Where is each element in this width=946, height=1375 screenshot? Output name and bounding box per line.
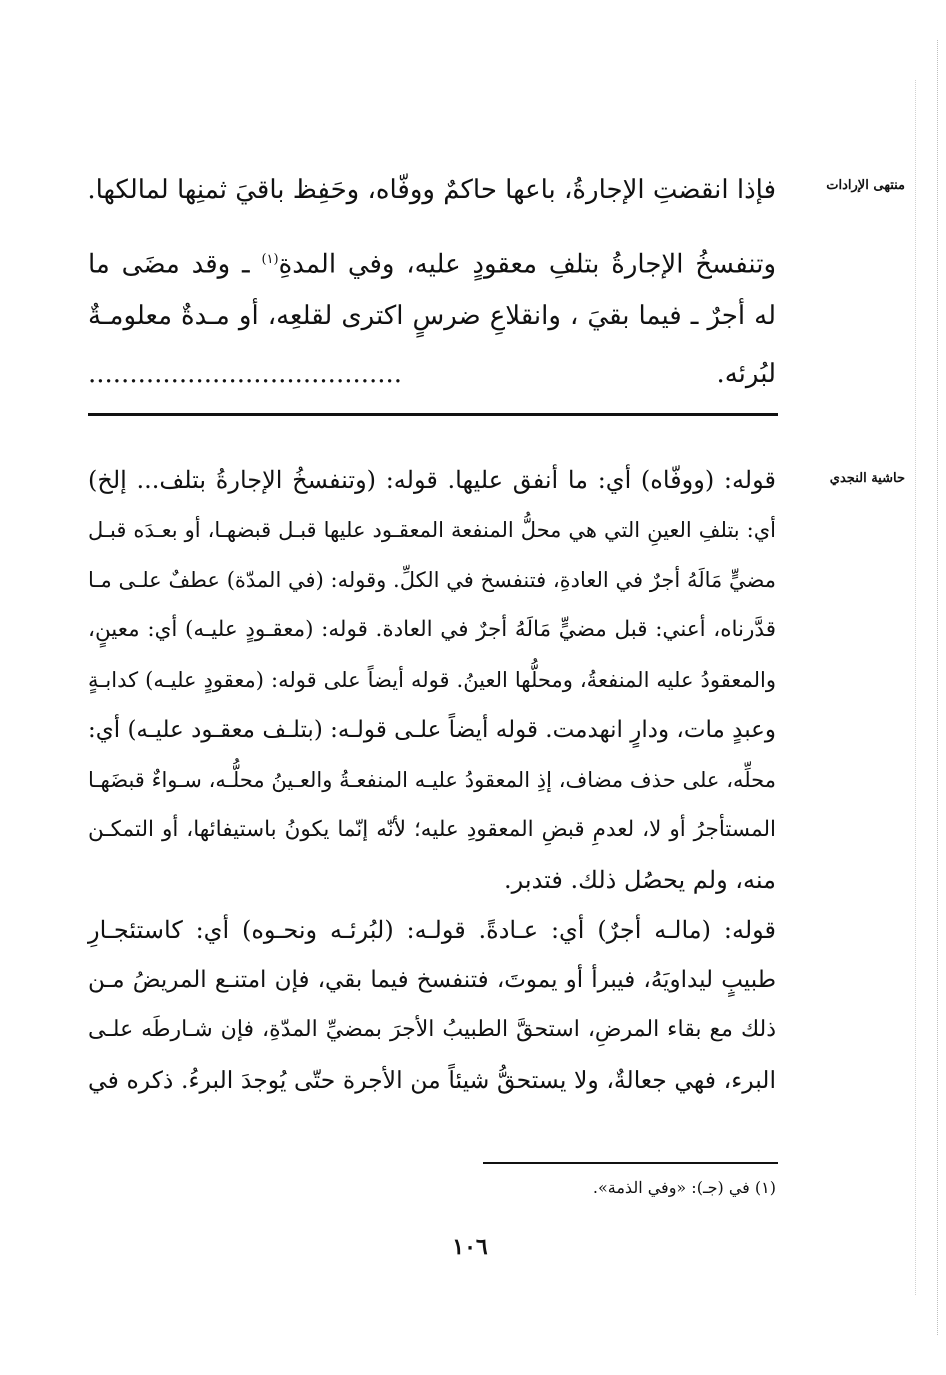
main-text-line: له أجرٌ ـ فيما بقيَ ، وانقلاعِ ضرسٍ اكترى لقلعِه، أو مـدةٌ معلومـةٌ <box>88 301 776 331</box>
commentary-line: قوله: (مالـه أجرٌ) أي: عـادةً. قولـه: (لبُرئـه ونحـوه) أي: كاستئجـارِ <box>88 916 776 944</box>
page-number: ١٠٦ <box>452 1234 488 1260</box>
section-divider <box>88 413 778 416</box>
commentary-line: أي: بتلفِ العينِ التي هي محلُّ المنفعة المعقـود عليها قبـل قبضهـا، أو بعـدَه قبـل <box>88 518 776 542</box>
commentary-line: ذلك مع بقاء المرضِ، استحقَّ الطبيبُ الأجرَ بمضيِّ المدّةِ، فإن شـارطَه علـى <box>88 1017 776 1042</box>
main-text-line: وتنفسخُ الإجارةُ بتلفِ معقودٍ عليه، وفي المدةِ$^{(١)}$ ـ وقد مضَى ما <box>88 249 777 280</box>
side-label-commentary: حاشية النجدي <box>829 471 905 486</box>
commentary-line: طبيبٍ ليداويَهُ، فيبرأ أو يموتَ، فتنفسخ فيما بقي، فإن امتنـع المريضُ مـن <box>88 967 776 993</box>
scan-edge <box>937 40 938 1335</box>
commentary-line: والمعقودُ عليه المنفعةُ، ومحلُّها العينُ. قوله أيضاً على قوله: (معقودٍ عليـه) كدابـةٍ <box>88 668 776 692</box>
commentary-line: قدَّرناه، أعني: قبل مضيٍّ مَالَهُ أجرٌ في العادة. قوله: (معقـودٍ عليـه) أي: معينٍ، <box>88 617 776 642</box>
footnote-divider <box>483 1162 778 1164</box>
commentary-line: قوله: (ووفّاه) أي: ما أنفق عليها. قوله: (وتنفسخُ الإجارةُ بتلف... إلخ) <box>88 466 776 494</box>
commentary-line: وعبدٍ مات، ودارٍ انهدمت. قوله أيضاً علـى قولـه: (بتلـف معقـود عليـه) أي: <box>88 717 776 743</box>
side-label-main-text: منتهى الإرادات <box>826 178 905 193</box>
commentary-line: منه، ولم يحصُل ذلك. فتدبر. <box>504 866 776 894</box>
commentary-line: البرء، فهي جعالةٌ، ولا يستحقُّ شيئاً من الأجرة حتّى يُوجدَ البرءُ. ذكره في <box>88 1066 776 1094</box>
main-text-line: فإذا انقضتِ الإجارةُ، باعها حاكمٌ ووفّاه، وحَفِظ باقيَ ثمنِها لمالكها. <box>87 175 776 205</box>
footnote-reference: (١) <box>261 252 279 267</box>
commentary-line: محلِّه، على حذف مضاف، إذِ المعقودُ عليـه المنفعـةُ والعـينُ محلُّـه، سـواءٌ قبضَهـا <box>88 768 776 792</box>
scan-edge <box>915 80 916 1295</box>
footnote: (١) في (جـ): «وفي الذمة». <box>592 1178 776 1197</box>
commentary-line: مضيٍّ مَالَهُ أجرٌ في العادةِ، فتنفسخ في الكلِّ. وقوله: (في المدّة) عطفٌ علـى مـا <box>88 568 776 592</box>
dotted-leader: ...................................... <box>88 359 403 389</box>
main-text-line: لبُرئه. ...................................... <box>88 359 776 389</box>
commentary-line: المستأجرُ أو لا، لعدمِ قبضِ المعقودِ عليه؛ لأنّه إنّما يكونُ باستيفائها، أو التمكـن <box>88 817 776 842</box>
